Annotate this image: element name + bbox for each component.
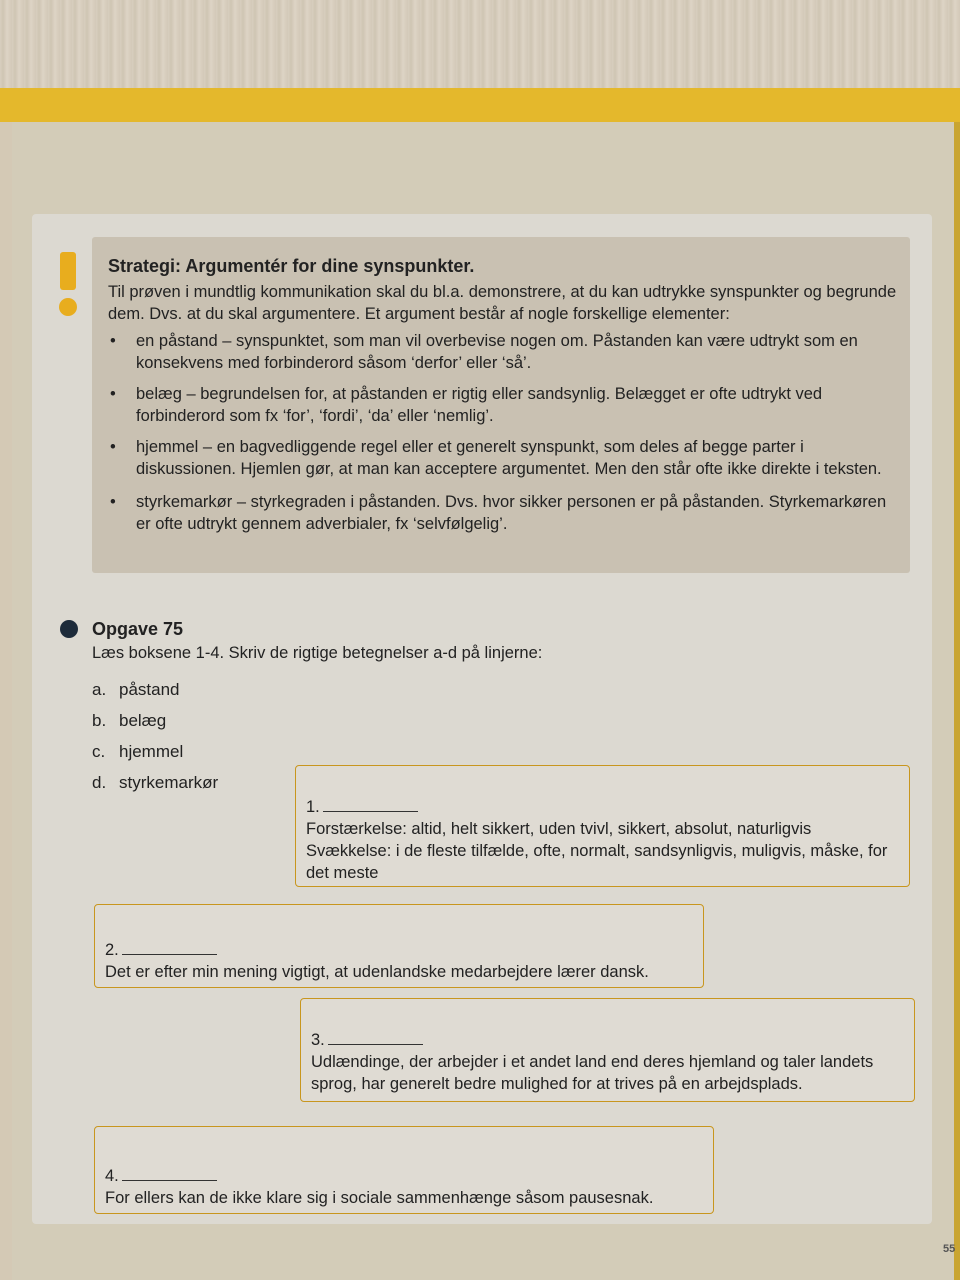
option-d: d. styrkemarkør	[92, 773, 219, 792]
book-edge-band	[0, 88, 960, 122]
bullet-hjemmel: • hjemmel – en bagvedliggende regel eller et generelt synspunkt, som deles af begge parter i diskussionen. Hjemlen gør, at man kan acceptere argumentet. Men den står ofte ikke direkte i teksten.	[108, 437, 898, 480]
box-number: 1.	[306, 796, 899, 818]
answer-line[interactable]	[122, 940, 217, 955]
answer-line[interactable]	[122, 1166, 217, 1181]
page-number: 55	[943, 1243, 956, 1255]
exercise-box-2	[94, 904, 704, 988]
bullet-belaeg: • belæg – begrundelsen for, at påstanden er rigtig eller sandsynlig. Belægget er ofte udtrykt ved forbinderord som fx ‘for’, ‘fordi’, ‘da’ eller ‘nemlig’.	[108, 384, 898, 427]
bullet-paastand: • en påstand – synspunktet, som man vil overbevise nogen om. Påstanden kan være udtrykt som en konsekvens med forbinderord såsom ‘derfor’ eller ‘så’.	[108, 331, 898, 374]
wood-background	[0, 0, 960, 92]
exclamation-icon	[60, 252, 76, 290]
exercise-box-1	[295, 765, 910, 887]
option-b: b. belæg	[92, 711, 167, 730]
strategy-bullet-list	[108, 331, 898, 545]
page-edge	[954, 122, 960, 1280]
task-bullet-icon	[60, 620, 78, 638]
box-text-line: For ellers kan de ikke klare sig i sociale sammenhænge såsom pausesnak.	[105, 1189, 654, 1207]
answer-line[interactable]	[323, 797, 418, 812]
box-text-line: Svækkelse: i de fleste tilfælde, ofte, normalt, sandsynligvis, muligvis, måske, for det meste	[306, 842, 888, 882]
bullet-styrkemarkoer: • styrkemarkør – styrkegraden i påstanden. Dvs. hvor sikker personen er på påstanden. Styrkemarkøren er ofte udtrykt gennem adverbialer, fx ‘selvfølgelig’.	[108, 492, 898, 535]
box-text-line: Udlændinge, der arbejder i et andet land end deres hjemland og taler landets sprog, har generelt bedre mulighed for at trives på en arbejdsplads.	[311, 1053, 874, 1093]
strategy-title: Strategi: Argumentér for dine synspunkter.	[108, 256, 475, 276]
option-c: c. hjemmel	[92, 742, 184, 761]
box-text-line: Det er efter min mening vigtigt, at udenlandske medarbejdere lærer dansk.	[105, 963, 649, 981]
box-number: 2.	[105, 939, 693, 961]
answer-line[interactable]	[328, 1030, 423, 1045]
option-list	[92, 674, 218, 798]
box-text-line: Forstærkelse: altid, helt sikkert, uden tvivl, sikkert, absolut, naturligvis	[306, 820, 812, 838]
box-number: 3.	[311, 1029, 904, 1051]
option-a: a. påstand	[92, 680, 180, 699]
strategy-intro: Til prøven i mundtlig kommunikation skal du bl.a. demonstrere, at du kan udtrykke synspunkter og begrunde dem. Dvs. at du skal argumentere. Et argument består af nogle forskellige elementer:	[108, 283, 897, 323]
exercise-box-4	[94, 1126, 714, 1214]
exercise-box-3	[300, 998, 915, 1102]
box-number: 4.	[105, 1165, 703, 1187]
exclamation-icon-dot	[59, 298, 77, 316]
task-instruction: Læs boksene 1-4. Skriv de rigtige betegnelser a-d på linjerne:	[92, 644, 543, 662]
task-title: Opgave 75	[92, 619, 184, 639]
